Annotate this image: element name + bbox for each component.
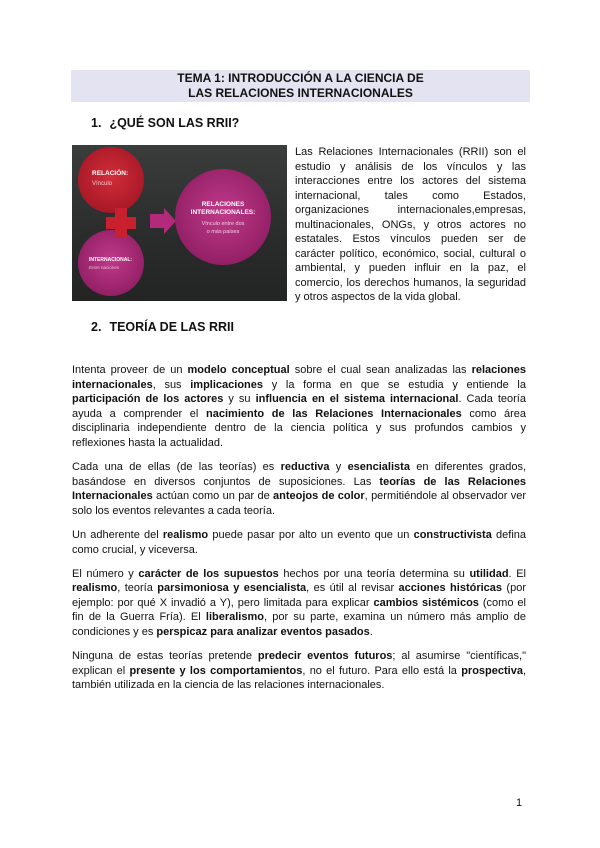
result-title-1: RELACIONES [201,201,245,208]
text-run: , por su parte, examina un número más amplio de condiciones y es [72,611,526,638]
paragraph-4 [72,567,526,640]
text-run: actúan como un par de [152,490,274,503]
text-run: , sus [152,378,191,391]
text-run: defina como crucial, y viceversa. [72,528,527,556]
result-sub-2: o más países [206,229,240,235]
text-run: Un adherente del [72,528,163,541]
result-title-2: INTERNACIONALES: [190,209,256,216]
text-run: (por ejemplo: por qué X invadió a Y), pero limitada para explicar [72,582,526,609]
bold-run: acciones históricas [398,582,503,595]
result-circle [175,169,271,265]
bold-run: presente y los comportamientos [129,664,303,677]
bold-run: participación de los actores [72,393,224,406]
title-line-2: LAS RELACIONES INTERNACIONALES [188,86,413,100]
text-run: Cada una de ellas (de las teorías) es [72,461,281,474]
bold-run: utilidad [469,567,509,580]
text-run: , teoría [117,582,158,595]
bold-run: anteojos de color [273,490,365,503]
text-run: El número y [72,567,139,580]
plus-horizontal [106,217,136,229]
paragraph-5 [72,649,526,693]
text-run: , permitiéndole al observador ver solo los eventos relevantes a cada teoría. [72,490,526,517]
section-2-heading [91,320,234,334]
bold-run: nacimiento de las Relaciones Internacionales [206,407,462,420]
bold-run: modelo conceptual [187,364,290,376]
intro-paragraph: Las Relaciones Internacionales (RRII) son el estudio y análisis de los vínculos y las interacciones entre los actores del sistema internacional, tales como Estados, organizaciones internacionales,empresas, multinacionales, ONGs, y otros actores no estatales. Estos vínculos pueden ser de carácter político, económico, social, cultural o ambiental, y pueden influir en la paz, el comercio, los derechos humanos, la seguridad y otros aspectos de la vida global. [295,146,526,304]
paragraph-2 [72,460,526,518]
text-run: . El [508,567,526,580]
text-run: ; al asumirse "científicas," explican el [72,650,527,677]
bold-run: parsimoniosa y esencialista [157,582,307,595]
section-2-number: 2. [91,320,102,334]
paragraph-1 [72,363,526,451]
text-run: puede pasar por alto un evento que un [208,528,414,541]
body-paragraphs [72,363,526,702]
text-run: , es útil al revisar [306,582,399,595]
text-run: y la forma en que se estudia y entiende la [263,378,526,391]
relations-diagram [72,145,287,301]
section-2-title: TEORÍA DE LAS RRII [109,320,234,334]
bold-run: prospectiva [461,664,523,677]
arrow-icon [150,208,176,234]
internacional-circle [78,230,144,296]
document-title [71,70,530,102]
text-run: . [369,626,373,638]
bold-run: implicaciones [190,378,264,391]
bold-run: esencialista [347,461,410,474]
page-number: 1 [516,797,523,809]
bold-run: relaciones internacionales [72,364,526,391]
bold-run: teorías de las Relaciones Internacionales [72,475,527,503]
text-run: y su [223,393,256,406]
paragraph-3 [72,528,526,557]
text-run: (como el fin de la Guerra Fría). El [72,596,526,624]
bold-run: liberalismo [205,611,264,624]
relacion-sub: Vínculo [92,181,113,187]
diagram-svg [72,145,287,301]
text-run: , no el futuro. Para ello está la [302,664,462,677]
title-line-1: TEMA 1: INTRODUCCIÓN A LA CIENCIA DE [177,71,424,85]
bold-run: constructivista [413,528,492,541]
bold-run: predecir eventos futuros [257,650,393,663]
text-run: y [329,461,348,474]
text-run: en diferentes grados, basándose en diversos conjuntos de suposiciones. Las [72,461,526,488]
text-run: sobre el cual sean analizadas las [289,364,472,376]
bold-run: influencia en el sistema internacional [255,393,459,406]
bold-run: realismo [162,528,209,541]
section-1-number: 1. [91,116,102,130]
text-run: como área disciplinaria independiente dentro de la ciencia política y sus profundos cambios y reflexiones hasta la actualidad. [72,407,526,449]
section-1-title: ¿QUÉ SON LAS RRII? [109,116,240,130]
internacional-sub: Entre naciones [89,265,120,270]
text-run: Ninguna de estas teorías pretende [72,650,258,663]
section-1-heading [91,116,239,130]
text-run: Intenta proveer de un [72,364,188,376]
bold-run: cambios sistémicos [373,596,479,609]
bold-run: reductiva [280,461,330,474]
text-run: , también utilizada en la ciencia de las relaciones internacionales. [72,664,526,692]
bold-run: perspicaz para analizar eventos pasados [156,626,370,638]
bold-run: carácter de los supuestos [138,567,279,580]
relacion-circle [78,147,144,213]
relacion-title: RELACIÓN: [92,170,129,177]
bold-run: realismo [72,582,118,595]
text-run: hechos por una teoría determina su [278,567,470,580]
text-run: . Cada teoría ayuda a comprender el [72,393,526,420]
internacional-title: INTERNACIONAL: [89,257,133,263]
result-sub-1: Vínculo entre dos [201,221,245,227]
